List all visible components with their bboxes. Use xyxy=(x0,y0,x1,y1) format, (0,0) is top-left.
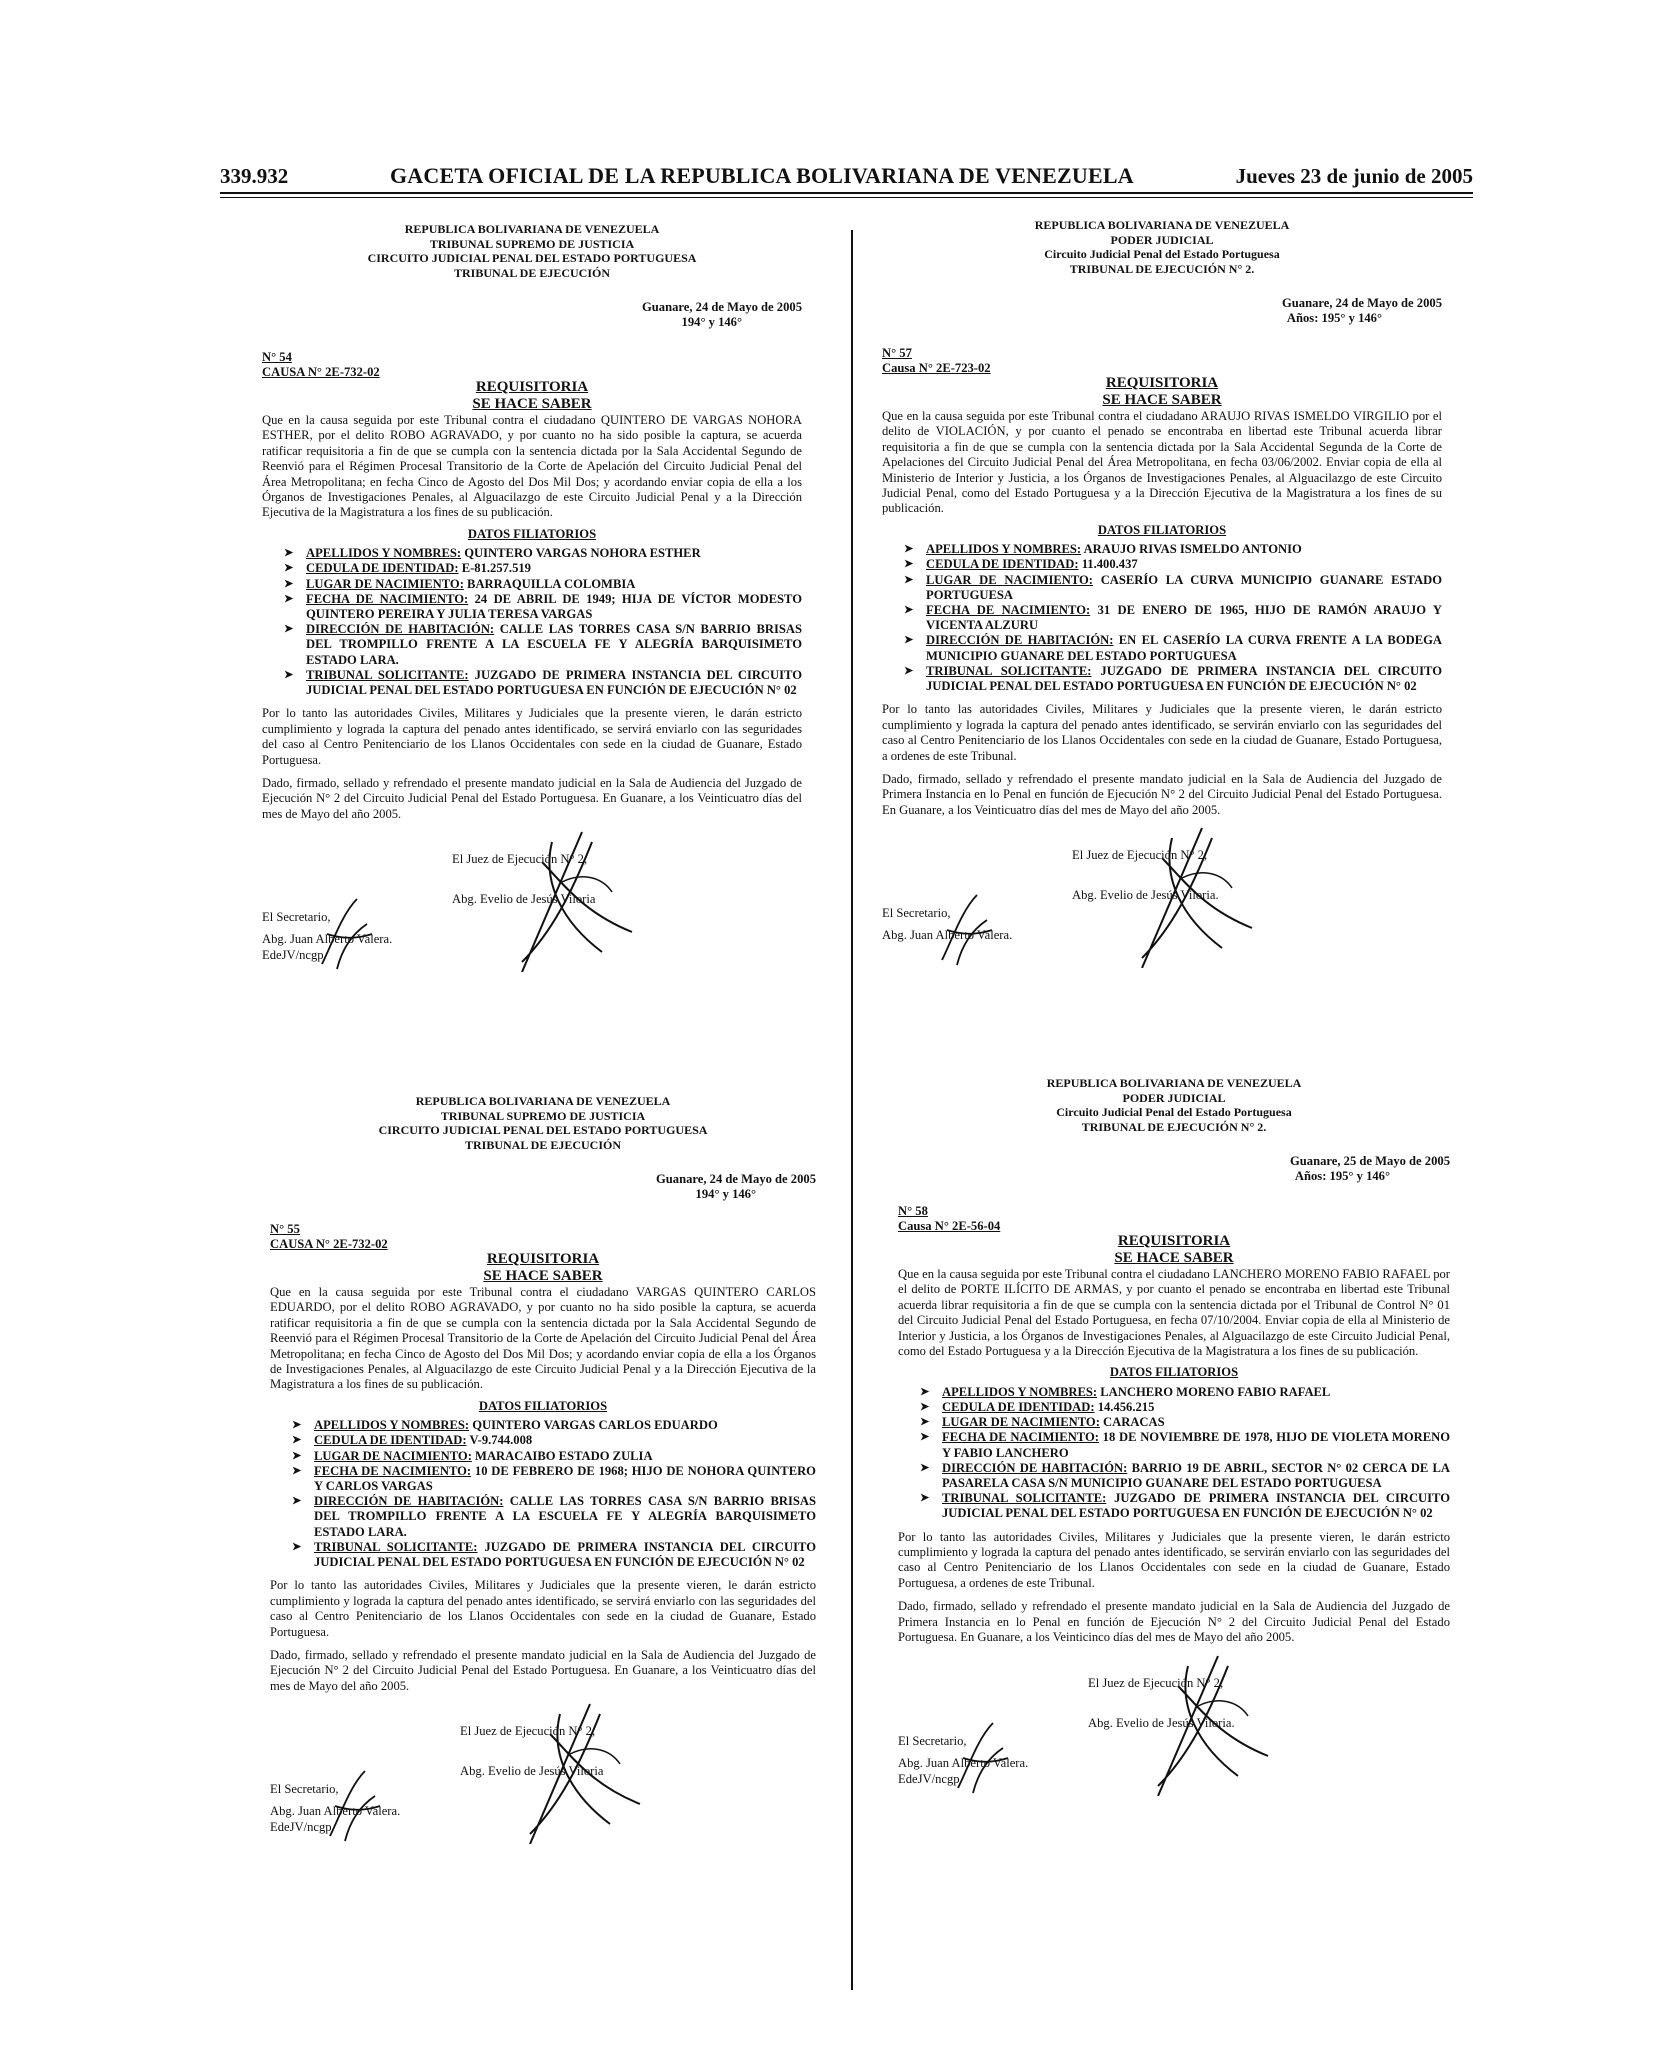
header-line: TRIBUNAL DE EJECUCIÓN N° 2. xyxy=(1069,261,1255,276)
datos-item: ➤ LUGAR DE NACIMIENTO: BARRAQUILLA COLOMBIA xyxy=(306,577,802,592)
judge-title: El Juez de Ejecución N° 2, xyxy=(1088,1675,1224,1690)
gazette-header xyxy=(220,163,1473,189)
notice-paragraph-3: Dado, firmado, sellado y refrendado el presente mandato judicial en la Sala de Audiencia del Juzgado de Ejecución N° 2 del Circuito Judicial Penal del Estado Portuguesa. En Guanare, a los Veinticuatro días del mes de Mayo del año 2005. xyxy=(262,775,802,821)
notice-body: Que en la causa seguida por este Tribunal contra el ciudadano ARAUJO RIVAS ISMELDO VIRGILIO por el delito de VIOLACIÓN, y por cuanto el penado se encontraba en libertad este Tribunal acuerda librar requisitoria a fin de que se cumpla con la sentencia dictada por la Sala Accidental Segunda de la Corte de Apelaciones del Circuito Judicial Penal del Área Metropolitana, en fecha 03/06/2002. Enviar copia de ella al Ministerio de Interior y Justicia, a los Órganos de Investigaciones Penales, al Alguacilazgo de este Circuito Judicial Penal, como del Estado Portuguesa y a la Dirección Ejecutiva de la Magistratura a los fines de su publicación. xyxy=(882,409,1442,516)
secretary-name: Abg. Juan Alberto Valera. xyxy=(882,928,1013,943)
notice-paragraph-2: Por lo tanto las autoridades Civiles, Militares y Judiciales que la presente vieren, le darán estricto cumplimiento y lograda la captura del penado antes identificado, se servirán enviarlo con las seguridades del caso al Centro Penitenciario de los Llanos Occidentales con sede en la ciudad de Guanare, Estado Portuguesa, a ordenes de este Tribunal. xyxy=(882,702,1442,763)
column-divider xyxy=(851,230,853,1990)
notice-paragraph-3: Dado, firmado, sellado y refrendado el presente mandato judicial en la Sala de Audiencia del Juzgado de Primera Instancia en lo Penal en función de Ejecución N° 2 del Circuito Judicial Penal del Estado Portuguesa. En Guanare, a los Veinticuatro días del mes de Mayo del año 2005. xyxy=(882,771,1442,817)
notice-58 xyxy=(898,1076,1450,1796)
header-line: CIRCUITO JUDICIAL PENAL DEL ESTADO PORTUGUESA xyxy=(367,251,697,265)
initials: EdeJV/ncgp xyxy=(270,1820,332,1835)
judge-signature-icon xyxy=(490,1694,650,1844)
header-line: REPUBLICA BOLIVARIANA DE VENEZUELA xyxy=(1046,1076,1302,1090)
datos-item: ➤ CEDULA DE IDENTIDAD: V-9.744.008 xyxy=(314,1433,816,1448)
datos-title: DATOS FILIATORIOS xyxy=(467,526,597,541)
judge-name: Abg. Evelio de Jesús Viloria xyxy=(452,892,596,907)
datos-item: ➤ CEDULA DE IDENTIDAD: E-81.257.519 xyxy=(306,561,802,576)
notice-paragraph-2: Por lo tanto las autoridades Civiles, Militares y Judiciales que la presente vieren, le darán estricto cumplimiento y lograda la captura del penado antes identificado, se servirá enviarlo con las seguridades del caso al Centro Penitenciario de los Llanos Occidentales con sede en la ciudad de Guanare, Estado Portuguesa. xyxy=(262,706,802,767)
place-date: Guanare, 24 de Mayo de 2005 xyxy=(642,300,802,314)
header-line: TRIBUNAL DE EJECUCIÓN xyxy=(464,1137,622,1152)
page-number: 339.932 xyxy=(220,164,289,188)
datos-item: ➤ DIRECCIÓN DE HABITACIÓN: CALLE LAS TORRES CASA S/N BARRIO BRISAS DEL TROMPILLO FRENTE A LA ESCUELA FE Y ALEGRÍA BARQUISIMETO ESTADO LARA. xyxy=(314,1494,816,1540)
datos-item: ➤ TRIBUNAL SOLICITANTE: JUZGADO DE PRIMERA INSTANCIA DEL CIRCUITO JUDICIAL PENAL DEL ESTADO PORTUGUESA EN FUNCIÓN DE EJECUCIÓN N° 02 xyxy=(306,668,802,698)
notice-title: REQUISITORIA xyxy=(475,379,589,395)
notice-body: Que en la causa seguida por este Tribunal contra el ciudadano QUINTERO DE VARGAS NOHORA ESTHER, por el delito ROBO AGRAVADO, y por cuanto no ha sido posible la captura, se acuerda ratificar requisitoria a fin de que se cumpla con la sentencia dictada por la Sala Accidental Segundo de Reenvió para el Régimen Procesal Transitorio de la Corte de Apelación del Circuito Judicial Penal del Área Metropolitana; en fecha Cinco de Agosto del Dos Mil Dos; y acordando enviar copia de ella a los Órganos de Investigaciones Penales, al Alguacilazgo de este Circuito Judicial Penal y a la Dirección Ejecutiva de la Magistratura a los fines de su publicación. xyxy=(262,413,802,520)
datos-title: DATOS FILIATORIOS xyxy=(478,1398,608,1413)
datos-item: ➤ FECHA DE NACIMIENTO: 10 DE FEBRERO DE 1968; HIJO DE NOHORA QUINTERO Y CARLOS VARGAS xyxy=(314,1464,816,1494)
place-date: Guanare, 24 de Mayo de 2005 xyxy=(656,1172,816,1186)
datos-item: ➤ APELLIDOS Y NOMBRES: ARAUJO RIVAS ISMELDO ANTONIO xyxy=(926,542,1442,557)
court-header xyxy=(262,222,802,280)
notice-number: N° 58 xyxy=(898,1204,928,1218)
secretary-title: El Secretario, xyxy=(882,906,951,921)
datos-item: ➤ FECHA DE NACIMIENTO: 31 DE ENERO DE 1965, HIJO DE RAMÓN ARAUJO Y VICENTA ALZURU xyxy=(926,603,1442,633)
datos-item: ➤ TRIBUNAL SOLICITANTE: JUZGADO DE PRIMERA INSTANCIA DEL CIRCUITO JUDICIAL PENAL DEL ESTADO PORTUGUESA EN FUNCIÓN DE EJECUCIÓN N° 02 xyxy=(314,1540,816,1570)
notice-subtitle: SE HACE SABER xyxy=(472,396,592,412)
secretary-name: Abg. Juan Alberto Valera. xyxy=(270,1804,401,1819)
initials: EdeJV/ncgp xyxy=(262,948,324,963)
signature-block xyxy=(270,1694,816,1844)
years: Años: 195° y 146° xyxy=(1294,1169,1390,1183)
header-line: Circuito Judicial Penal del Estado Portuguesa xyxy=(1056,1105,1292,1119)
causa-number: Causa N° 2E-723-02 xyxy=(882,360,991,375)
notice-paragraph-2: Por lo tanto las autoridades Civiles, Militares y Judiciales que la presente vieren, le darán estricto cumplimiento y lograda la captura del penado antes identificado, se servirán enviarlo con las seguridades del caso al Centro Penitenciario de los Llanos Occidentales con sede en la ciudad de Guanare, Estado Portuguesa, a ordenes de este Tribunal. xyxy=(898,1529,1450,1590)
notice-title: REQUISITORIA xyxy=(486,1251,600,1267)
notice-number: N° 55 xyxy=(270,1222,300,1236)
header-line: CIRCUITO JUDICIAL PENAL DEL ESTADO PORTUGUESA xyxy=(378,1123,708,1137)
notice-number: N° 57 xyxy=(882,346,912,360)
datos-list xyxy=(898,1385,1450,1522)
signature-block xyxy=(898,1646,1450,1796)
court-header xyxy=(898,1076,1450,1134)
datos-item: ➤ APELLIDOS Y NOMBRES: LANCHERO MORENO FABIO RAFAEL xyxy=(942,1385,1450,1400)
notice-body: Que en la causa seguida por este Tribunal contra el ciudadano VARGAS QUINTERO CARLOS EDUARDO, por el delito ROBO AGRAVADO, y por cuanto no ha sido posible la captura, se acuerda ratificar requisitoria a fin de que se cumpla con la sentencia dictada por la Sala Accidental Segundo de Reenvió para el Régimen Procesal Transitorio de la Corte de Apelación del Circuito Judicial Penal del Área Metropolitana; en fecha Cinco de Agosto del Dos Mil Dos; y acordando enviar copia de ella a los Órganos de Investigaciones Penales, al Alguacilazgo de este Circuito Judicial Penal y a la Dirección Ejecutiva de la Magistratura a los fines de su publicación. xyxy=(270,1285,816,1392)
datos-item: ➤ DIRECCIÓN DE HABITACIÓN: CALLE LAS TORRES CASA S/N BARRIO BRISAS DEL TROMPILLO FRENTE A LA ESCUELA FE Y ALEGRÍA BARQUISIMETO ESTADO LARA. xyxy=(306,622,802,668)
header-line: REPUBLICA BOLIVARIANA DE VENEZUELA xyxy=(1034,218,1290,232)
judge-name: Abg. Evelio de Jesús Viloria. xyxy=(1072,888,1219,903)
court-header xyxy=(270,1094,816,1152)
signature-block xyxy=(882,818,1442,968)
secretary-title: El Secretario, xyxy=(270,1782,339,1797)
datos-item: ➤ DIRECCIÓN DE HABITACIÓN: BARRIO 19 DE ABRIL, SECTOR N° 02 CERCA DE LA PASARELA CASA S/N MUNICIPIO GUANARE DEL ESTADO PORTUGUESA xyxy=(942,1461,1450,1491)
notice-title: REQUISITORIA xyxy=(1117,1233,1231,1249)
secretary-signature-icon xyxy=(320,1766,390,1846)
notice-subtitle: SE HACE SABER xyxy=(1114,1250,1234,1266)
causa-number: CAUSA N° 2E-732-02 xyxy=(270,1236,388,1251)
gazette-date: Jueves 23 de junio de 2005 xyxy=(1235,164,1473,188)
notice-55 xyxy=(270,1094,816,1844)
secretary-signature-icon xyxy=(932,890,1002,970)
notice-paragraph-3: Dado, firmado, sellado y refrendado el presente mandato judicial en la Sala de Audiencia del Juzgado de Ejecución N° 2 del Circuito Judicial Penal del Estado Portuguesa. En Guanare, a los Veinticuatro días del mes de Mayo del año 2005. xyxy=(270,1647,816,1693)
years: 194° y 146° xyxy=(695,1187,756,1201)
header-line: TRIBUNAL SUPREMO DE JUSTICIA xyxy=(440,1108,646,1123)
datos-item: ➤ APELLIDOS Y NOMBRES: QUINTERO VARGAS CARLOS EDUARDO xyxy=(314,1418,816,1433)
notice-subtitle: SE HACE SABER xyxy=(483,1268,603,1284)
judge-name: Abg. Evelio de Jesús Viloria. xyxy=(1088,1715,1235,1730)
secretary-title: El Secretario, xyxy=(262,910,331,925)
secretary-name: Abg. Juan Alberto Valera. xyxy=(262,932,393,947)
header-line: PODER JUDICIAL xyxy=(1122,1090,1226,1105)
secretary-title: El Secretario, xyxy=(898,1733,967,1748)
header-line: TRIBUNAL DE EJECUCIÓN N° 2. xyxy=(1081,1119,1267,1134)
secretary-signature-icon xyxy=(312,894,382,974)
notice-57 xyxy=(882,218,1442,968)
place-date: Guanare, 25 de Mayo de 2005 xyxy=(1290,1154,1450,1168)
header-rule-thin xyxy=(220,197,1473,198)
datos-item: ➤ TRIBUNAL SOLICITANTE: JUZGADO DE PRIMERA INSTANCIA DEL CIRCUITO JUDICIAL PENAL DEL ESTADO PORTUGUESA EN FUNCIÓN DE EJECUCIÓN N° 02 xyxy=(926,664,1442,694)
court-header xyxy=(882,218,1442,276)
datos-item: ➤ LUGAR DE NACIMIENTO: MARACAIBO ESTADO ZULIA xyxy=(314,1449,816,1464)
header-line: TRIBUNAL DE EJECUCIÓN xyxy=(453,265,611,280)
datos-item: ➤ FECHA DE NACIMIENTO: 24 DE ABRIL DE 1949; HIJA DE VÍCTOR MODESTO QUINTERO PEREIRA Y JULIA TERESA VARGAS xyxy=(306,592,802,622)
signature-block xyxy=(262,822,802,972)
header-line: TRIBUNAL SUPREMO DE JUSTICIA xyxy=(429,236,635,251)
judge-signature-icon xyxy=(1118,1646,1278,1796)
datos-title: DATOS FILIATORIOS xyxy=(1097,522,1227,537)
judge-title: El Juez de Ejecución N° 2, xyxy=(452,852,588,867)
datos-list xyxy=(270,1418,816,1570)
judge-title: El Juez de Ejecución N° 2, xyxy=(1072,848,1208,863)
judge-signature-icon xyxy=(482,822,642,972)
years: 194° y 146° xyxy=(681,315,742,329)
header-rule xyxy=(220,192,1473,194)
causa-number: Causa N° 2E-56-04 xyxy=(898,1218,1001,1233)
datos-list xyxy=(262,546,802,698)
judge-title: El Juez de Ejecución N° 2, xyxy=(460,1724,596,1739)
secretary-signature-icon xyxy=(948,1718,1018,1798)
datos-item: ➤ CEDULA DE IDENTIDAD: 11.400.437 xyxy=(926,557,1442,572)
initials: EdeJV/ncgp xyxy=(898,1771,960,1786)
gazette-title: GACETA OFICIAL DE LA REPUBLICA BOLIVARIANA DE VENEZUELA xyxy=(389,163,1134,188)
datos-list xyxy=(882,542,1442,694)
datos-item: ➤ LUGAR DE NACIMIENTO: CASERÍO LA CURVA MUNICIPIO GUANARE ESTADO PORTUGUESA xyxy=(926,573,1442,603)
notice-number: N° 54 xyxy=(262,350,292,364)
years: Años: 195° y 146° xyxy=(1286,311,1382,325)
header-line: PODER JUDICIAL xyxy=(1110,232,1214,247)
notice-body: Que en la causa seguida por este Tribunal contra el ciudadano LANCHERO MORENO FABIO RAFAEL por el delito de PORTE ILÍCITO DE ARMAS, y por cuanto el penado se encontraba en libertad este Tribunal acuerda librar requisitoria a fin de que se cumpla con la sentencia dictada por el Tribunal de Control N° 01 del Circuito Judicial Penal del Estado Portuguesa, en fecha 07/10/2004. Enviar copia de ella al Ministerio de Interior y Justicia, a los Órganos de Investigaciones Penales, al Alguacilazgo de este Circuito Judicial Penal, como del Estado Portuguesa y a la Dirección Ejecutiva de la Magistratura a los fines de su publicación. xyxy=(898,1267,1450,1359)
notice-paragraph-2: Por lo tanto las autoridades Civiles, Militares y Judiciales que la presente vieren, le darán estricto cumplimiento y lograda la captura del penado antes identificado, se servirá enviarlo con las seguridades del caso al Centro Penitenciario de los Llanos Occidentales con sede en la ciudad de Guanare, Estado Portuguesa. xyxy=(270,1578,816,1639)
causa-number: CAUSA N° 2E-732-02 xyxy=(262,364,380,379)
header-line: REPUBLICA BOLIVARIANA DE VENEZUELA xyxy=(415,1094,671,1108)
datos-item: ➤ CEDULA DE IDENTIDAD: 14.456.215 xyxy=(942,1400,1450,1415)
place-date: Guanare, 24 de Mayo de 2005 xyxy=(1282,296,1442,310)
datos-item: ➤ APELLIDOS Y NOMBRES: QUINTERO VARGAS NOHORA ESTHER xyxy=(306,546,802,561)
datos-item: ➤ LUGAR DE NACIMIENTO: CARACAS xyxy=(942,1415,1450,1430)
judge-signature-icon xyxy=(1102,818,1262,968)
datos-item: ➤ FECHA DE NACIMIENTO: 18 DE NOVIEMBRE DE 1978, HIJO DE VIOLETA MORENO Y FABIO LANCHERO xyxy=(942,1430,1450,1460)
header-line: Circuito Judicial Penal del Estado Portuguesa xyxy=(1044,247,1280,261)
notice-subtitle: SE HACE SABER xyxy=(1102,392,1222,408)
datos-title: DATOS FILIATORIOS xyxy=(1109,1365,1239,1380)
judge-name: Abg. Evelio de Jesús Viloria xyxy=(460,1764,604,1779)
notice-title: REQUISITORIA xyxy=(1105,375,1219,391)
secretary-name: Abg. Juan Alberto Valera. xyxy=(898,1755,1029,1770)
notice-paragraph-3: Dado, firmado, sellado y refrendado el presente mandato judicial en la Sala de Audiencia del Juzgado de Primera Instancia en lo Penal en función de Ejecución N° 2 del Circuito Judicial Penal del Estado Portuguesa. En Guanare, a los Veinticinco días del mes de Mayo del año 2005. xyxy=(898,1599,1450,1645)
header-line: REPUBLICA BOLIVARIANA DE VENEZUELA xyxy=(404,222,660,236)
datos-item: ➤ TRIBUNAL SOLICITANTE: JUZGADO DE PRIMERA INSTANCIA DEL CIRCUITO JUDICIAL PENAL DEL ESTADO PORTUGUESA EN FUNCIÓN DE EJECUCIÓN N° 02 xyxy=(942,1491,1450,1521)
notice-54 xyxy=(262,222,802,972)
datos-item: ➤ DIRECCIÓN DE HABITACIÓN: EN EL CASERÍO LA CURVA FRENTE A LA BODEGA MUNICIPIO GUANARE DEL ESTADO PORTUGUESA xyxy=(926,633,1442,663)
